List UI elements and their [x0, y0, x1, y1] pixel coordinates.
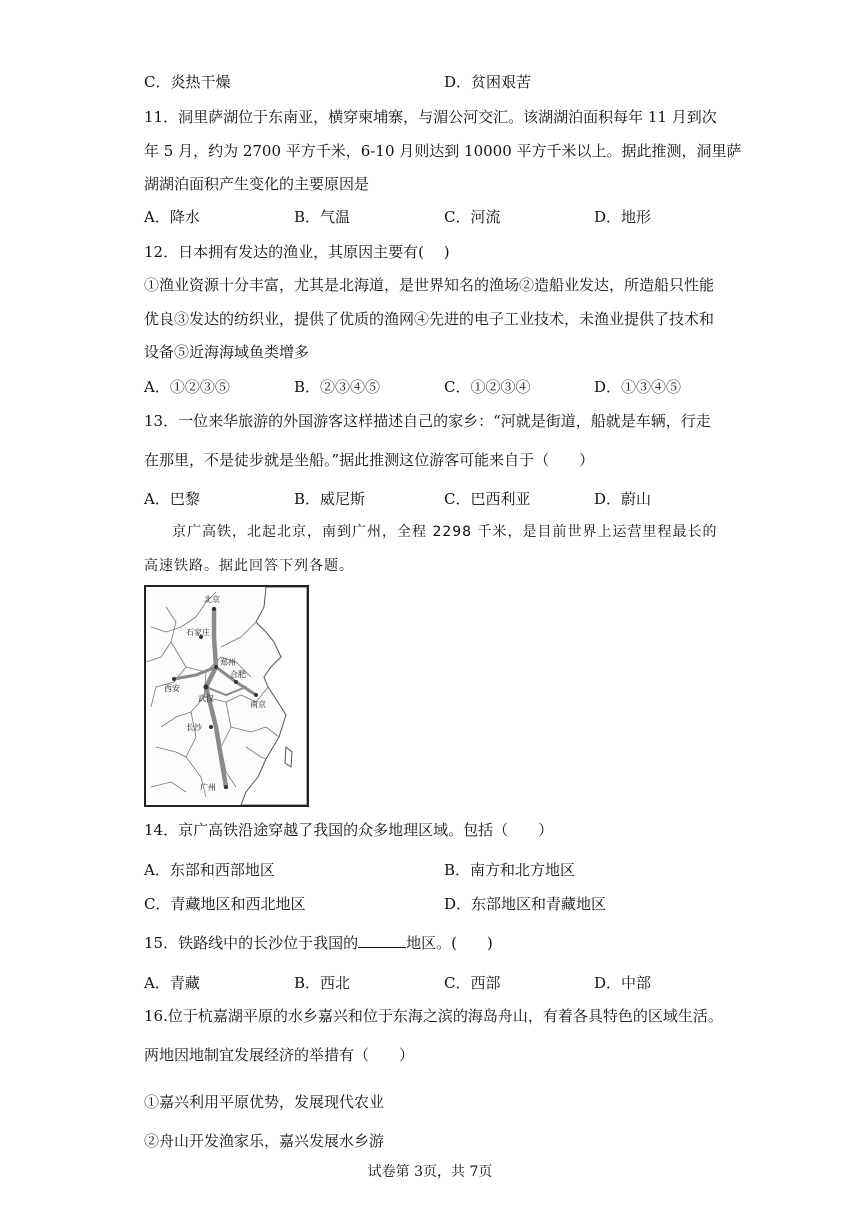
intro-line-1: 京广高铁，北起北京，南到广州，全程 2298 千米，是目前世界上运营里程最长的	[172, 524, 718, 540]
q16-statement-2: ②舟山开发渔家乐，嘉兴发展水乡游	[144, 1132, 385, 1150]
q16-line-2: 两地因地制宜发展经济的举措有（ ）	[144, 1046, 415, 1064]
label-guangzhou: 广州	[200, 783, 216, 792]
q12-line-3: 优良③发达的纺织业，提供了优质的渔网④先进的电子工业技术，未渔业提供了技术和	[144, 310, 715, 328]
q10-option-c: C．炎热干燥	[144, 73, 231, 91]
q12-line-4: 设备⑤近海海域鱼类增多	[144, 343, 310, 361]
q13-option-c: C．巴西利亚	[444, 490, 531, 508]
label-zhengzhou: 郑州	[220, 658, 236, 667]
sea-area	[241, 587, 307, 805]
q15-stem-before: 15．铁路线中的长沙位于我国的	[144, 934, 359, 952]
intro-line-2: 高速铁路。据此回答下列各题。	[144, 558, 354, 574]
q15-option-c: C．西部	[444, 974, 501, 992]
q15-option-b: B．西北	[294, 974, 351, 992]
label-xian: 西安	[164, 684, 180, 693]
q16-line-1: 16.位于杭嘉湖平原的水乡嘉兴和位于东海之滨的海岛舟山，有着各具特色的区域生活。	[144, 1007, 723, 1025]
q11-option-b: B．气温	[294, 208, 351, 226]
q12-option-d: D．①③④⑤	[594, 378, 682, 396]
label-wuhan: 武汉	[198, 694, 214, 703]
q14-stem: 14．京广高铁沿途穿越了我国的众多地理区域。包括（ ）	[144, 821, 554, 839]
q15-blank	[358, 933, 406, 948]
q14-option-a: A．东部和西部地区	[144, 861, 275, 879]
q12-option-b: B．②③④⑤	[294, 378, 381, 396]
label-hefei: 合肥	[230, 670, 246, 679]
q12-option-a: A．①②③⑤	[144, 378, 230, 396]
q13-line-2: 在那里，不是徒步就是坐船。”据此推测这位游客可能来自于（ ）	[144, 451, 595, 469]
q14-option-b: B．南方和北方地区	[444, 861, 576, 879]
q13-option-d: D．蔚山	[594, 490, 652, 508]
q14-option-d: D．东部地区和青藏地区	[444, 895, 607, 913]
q12-line-2: ①渔业资源十分丰富，尤其是北海道，是世界知名的渔场②造船业发达，所造船只性能	[144, 276, 715, 294]
label-changsha: 长沙	[186, 723, 202, 732]
q14-option-c: C．青藏地区和西北地区	[144, 895, 306, 913]
label-beijing: 北京	[204, 595, 220, 604]
q10-option-d: D．贫困艰苦	[444, 73, 532, 91]
q13-option-b: B．威尼斯	[294, 490, 366, 508]
page-footer: 试卷第 3页，共 7页	[367, 1164, 493, 1180]
q11-line-1: 11．洞里萨湖位于东南亚，横穿柬埔寨，与湄公河交汇。该湖湖泊面积每年 11 月到次	[144, 108, 717, 126]
q12-stem: 12．日本拥有发达的渔业，其原因主要有( )	[144, 243, 450, 261]
q13-option-a: A．巴黎	[144, 490, 200, 508]
q13-line-1: 13．一位来华旅游的外国游客这样描述自己的家乡：“河就是街道，船就是车辆，行走	[144, 412, 711, 430]
label-shijiazhuang: 石家庄	[186, 628, 210, 637]
q16-statement-1: ①嘉兴利用平原优势，发展现代农业	[144, 1093, 385, 1111]
railway-map	[144, 585, 309, 807]
q11-option-d: D．地形	[594, 208, 652, 226]
q15-stem	[144, 933, 493, 953]
q11-line-3: 湖湖泊面积产生变化的主要原因是	[144, 175, 370, 193]
q11-option-a: A．降水	[144, 208, 200, 226]
q15-option-d: D．中部	[594, 974, 652, 992]
q11-line-2: 年 5 月，约为 2700 平方千米，6-10 月则达到 10000 平方千米以上。据此推测，洞里萨	[144, 142, 742, 160]
q11-option-c: C．河流	[444, 208, 501, 226]
label-nanjing: 南京	[250, 700, 266, 709]
q15-stem-after: 地区。( )	[406, 934, 493, 952]
q12-option-c: C．①②③④	[444, 378, 531, 396]
q15-option-a: A．青藏	[144, 974, 200, 992]
